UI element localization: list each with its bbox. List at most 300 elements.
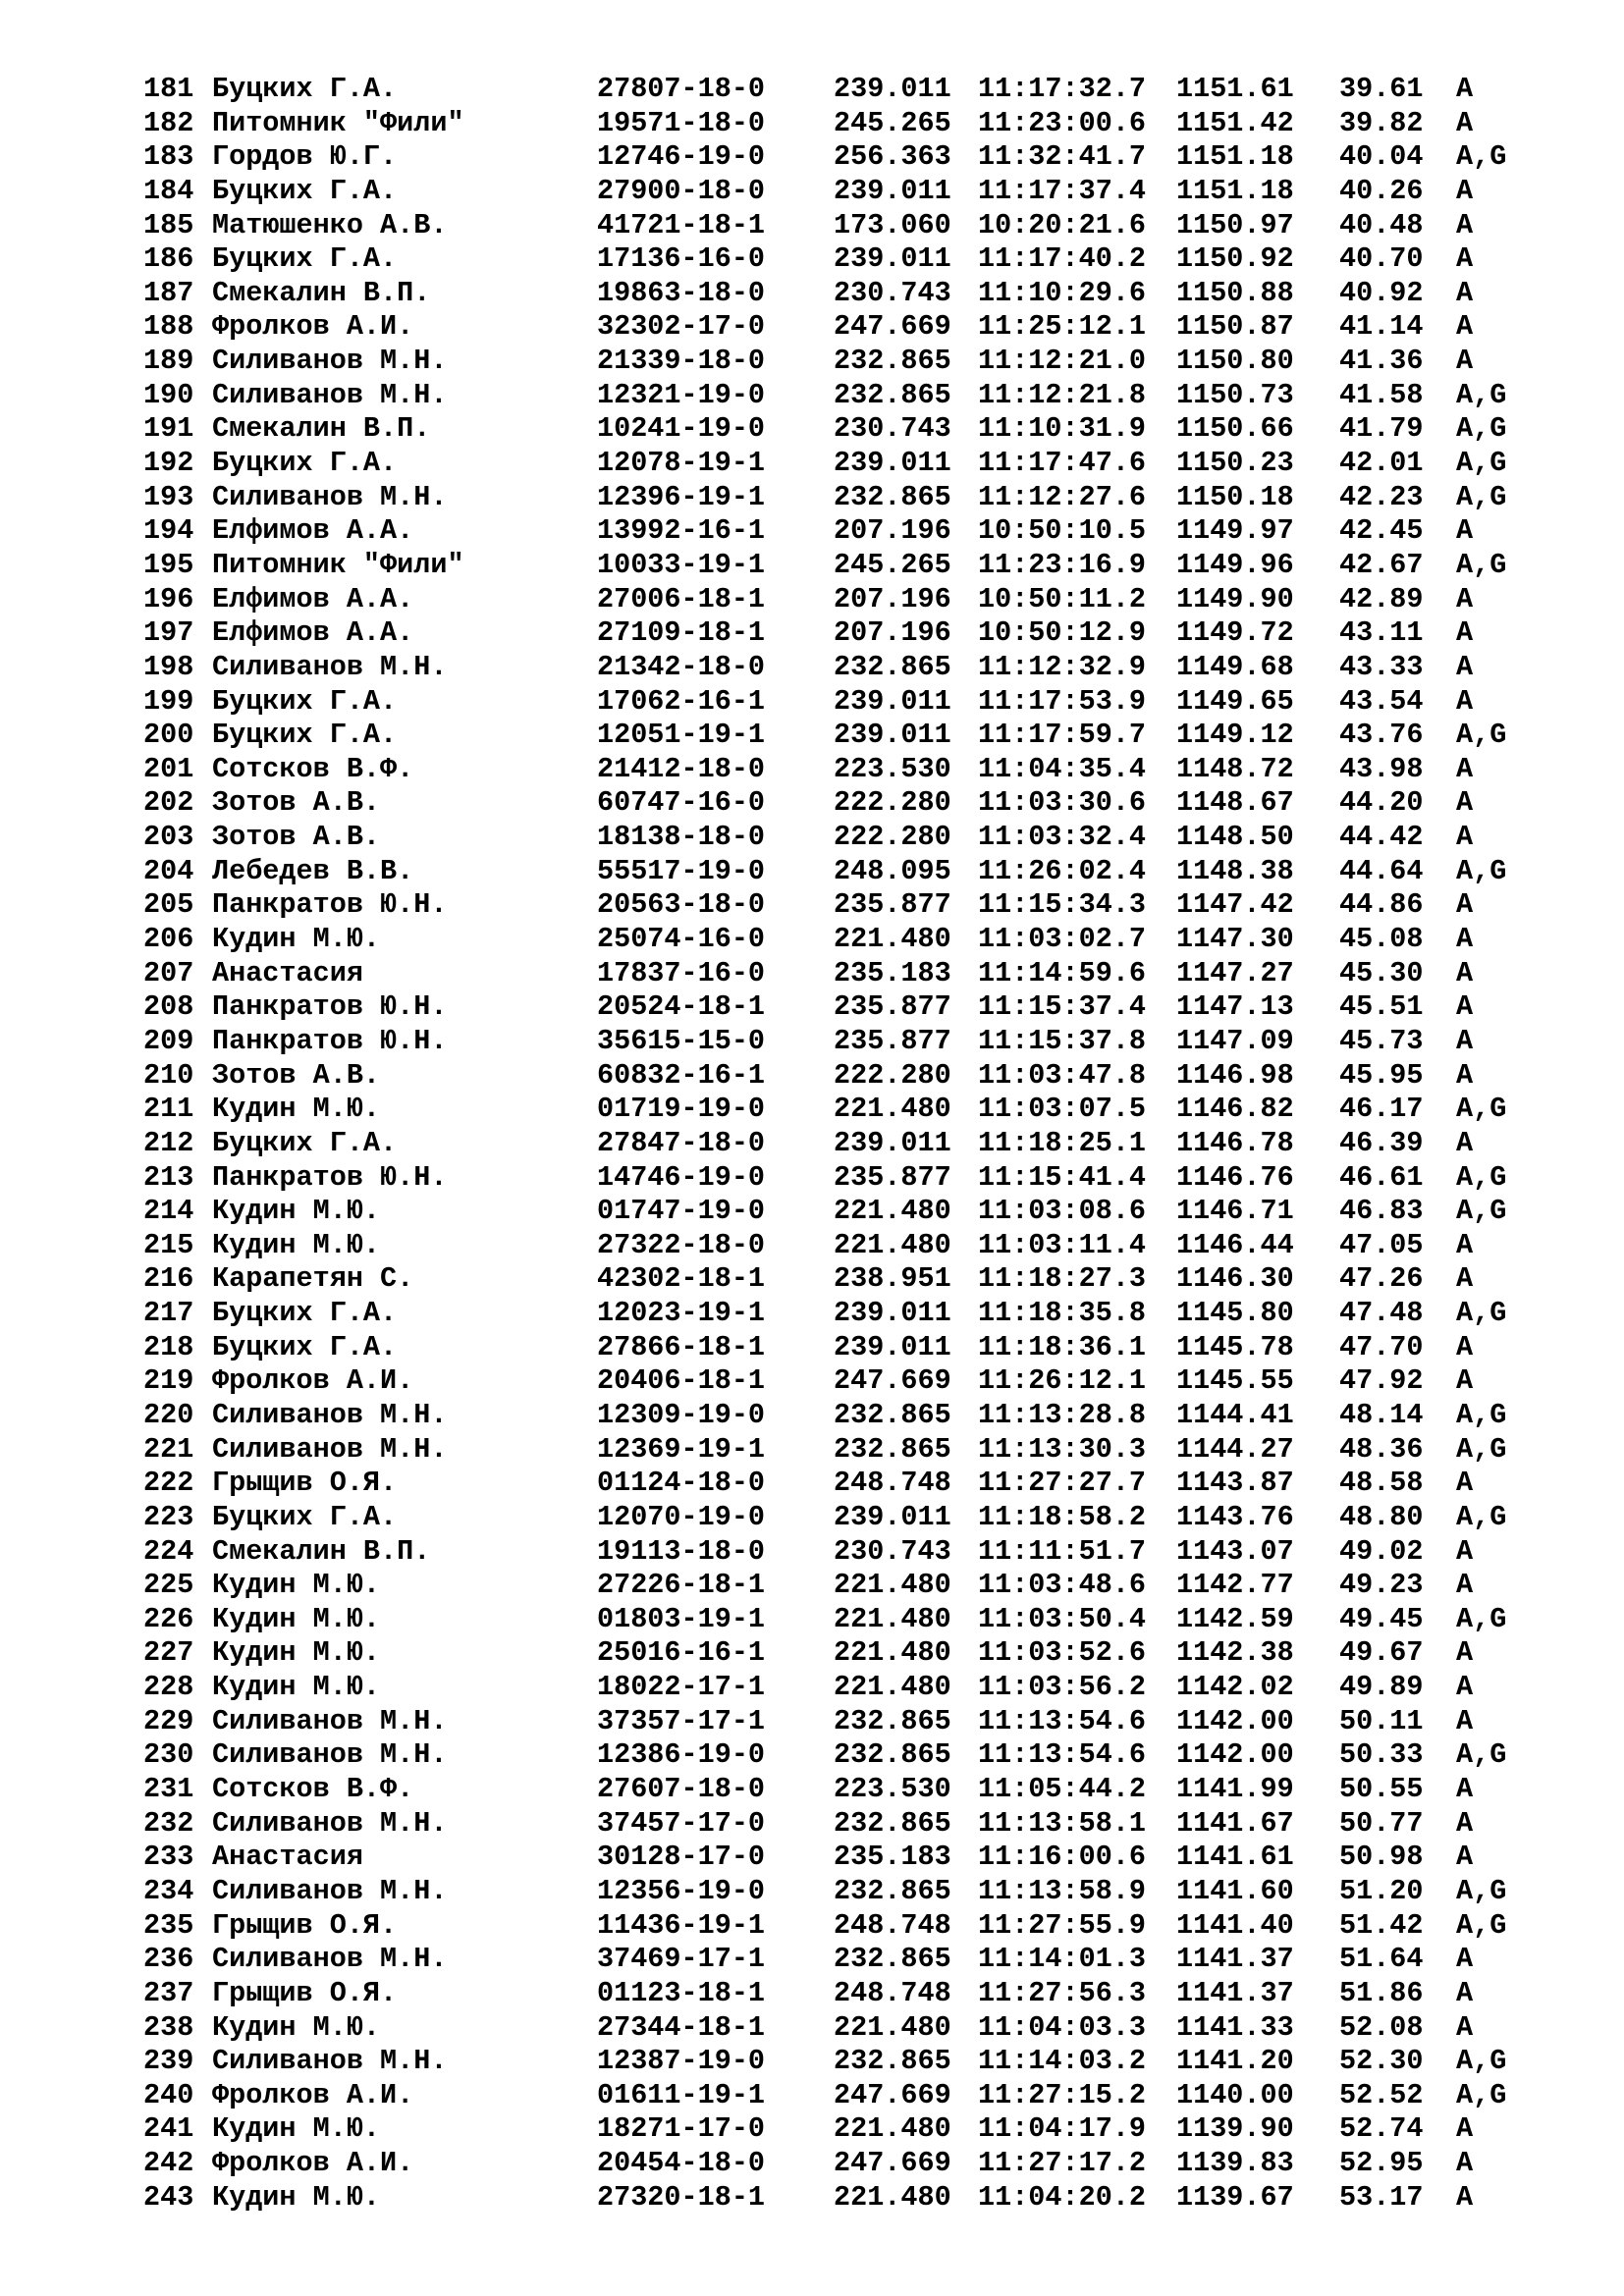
speed: 1148.72 [1176,752,1294,785]
flags: A [1456,821,1474,854]
ring-number: 20406-18-1 [597,1364,766,1398]
place-number: 219 [143,1364,194,1398]
ring-number: 20454-18-0 [597,2147,766,2180]
coefficient: 42.67 [1339,548,1424,581]
place-number: 215 [143,1228,194,1261]
distance: 222.280 [834,1058,951,1092]
ring-number: 18022-17-1 [597,1671,766,1704]
distance: 248.748 [834,1908,951,1942]
flags: A,G [1456,447,1507,480]
ring-number: 12356-19-0 [597,1874,766,1907]
flags: A,G [1456,378,1507,411]
speed: 1140.00 [1176,2078,1294,2111]
place-number: 237 [143,1976,194,2009]
flags: A [1456,276,1474,309]
flags: A [1456,684,1474,718]
speed: 1146.71 [1176,1195,1294,1228]
owner-name: Буцких Г.А. [212,684,398,718]
distance: 232.865 [834,480,951,513]
ring-number: 12023-19-1 [597,1297,766,1330]
owner-name: Грыщив О.Я. [212,1467,398,1500]
owner-name: Елфимов А.А. [212,514,414,548]
owner-name: Зотов А.В. [212,1058,381,1092]
flags: A [1456,2112,1474,2146]
owner-name: Силиванов М.Н. [212,1806,448,1840]
speed: 1150.97 [1176,208,1294,241]
speed: 1150.18 [1176,480,1294,513]
owner-name: Грыщив О.Я. [212,1908,398,1942]
flags: A [1456,650,1474,683]
flags: A [1456,106,1474,139]
owner-name: Панкратов Ю.Н. [212,990,448,1024]
coefficient: 47.05 [1339,1228,1424,1261]
arrival-time: 11:12:21.8 [978,378,1147,411]
owner-name: Гордов Ю.Г. [212,140,398,174]
ring-number: 25016-16-1 [597,1636,766,1670]
flags: A [1456,73,1474,105]
coefficient: 51.20 [1339,1874,1424,1907]
distance: 235.183 [834,1841,951,1874]
ring-number: 42302-18-1 [597,1262,766,1296]
place-number: 181 [143,73,194,105]
arrival-time: 11:15:37.4 [978,990,1147,1024]
coefficient: 45.30 [1339,956,1424,989]
arrival-time: 11:18:36.1 [978,1330,1147,1363]
flags: A [1456,2180,1474,2214]
distance: 207.196 [834,582,951,615]
speed: 1149.96 [1176,548,1294,581]
place-number: 214 [143,1195,194,1228]
place-number: 220 [143,1398,194,1431]
place-number: 198 [143,650,194,683]
place-number: 204 [143,854,194,887]
distance: 247.669 [834,310,951,344]
flags: A [1456,1976,1474,2009]
speed: 1143.76 [1176,1500,1294,1533]
place-number: 236 [143,1943,194,1976]
arrival-time: 11:03:50.4 [978,1602,1147,1635]
speed: 1147.42 [1176,888,1294,922]
ring-number: 12387-19-0 [597,2045,766,2078]
owner-name: Грыщив О.Я. [212,1976,398,2009]
owner-name: Смекалин В.П. [212,412,431,446]
coefficient: 44.20 [1339,786,1424,820]
speed: 1146.44 [1176,1228,1294,1261]
speed: 1139.90 [1176,2112,1294,2146]
coefficient: 49.02 [1339,1534,1424,1568]
arrival-time: 11:04:35.4 [978,752,1147,785]
distance: 221.480 [834,1671,951,1704]
speed: 1141.20 [1176,2045,1294,2078]
arrival-time: 10:50:12.9 [978,616,1147,650]
distance: 232.865 [834,345,951,378]
flags: A,G [1456,1160,1507,1194]
ring-number: 27320-18-1 [597,2180,766,2214]
arrival-time: 11:17:59.7 [978,719,1147,752]
distance: 221.480 [834,1195,951,1228]
speed: 1142.59 [1176,1602,1294,1635]
speed: 1151.42 [1176,106,1294,139]
owner-name: Сотсков В.Ф. [212,752,414,785]
owner-name: Фролков А.И. [212,2147,414,2180]
owner-name: Елфимов А.А. [212,582,414,615]
place-number: 222 [143,1467,194,1500]
coefficient: 46.17 [1339,1093,1424,1126]
speed: 1139.67 [1176,2180,1294,2214]
speed: 1150.66 [1176,412,1294,446]
coefficient: 42.23 [1339,480,1424,513]
flags: A [1456,2147,1474,2180]
flags: A [1456,1773,1474,1806]
distance: 239.011 [834,1126,951,1159]
ring-number: 19863-18-0 [597,276,766,309]
ring-number: 27344-18-1 [597,2010,766,2044]
distance: 207.196 [834,514,951,548]
owner-name: Панкратов Ю.Н. [212,1024,448,1057]
place-number: 201 [143,752,194,785]
ring-number: 18138-18-0 [597,821,766,854]
distance: 235.877 [834,888,951,922]
ring-number: 14746-19-0 [597,1160,766,1194]
flags: A [1456,1806,1474,1840]
place-number: 188 [143,310,194,344]
speed: 1146.78 [1176,1126,1294,1159]
place-number: 223 [143,1500,194,1533]
owner-name: Фролков А.И. [212,1364,414,1398]
coefficient: 49.89 [1339,1671,1424,1704]
arrival-time: 11:17:37.4 [978,174,1147,207]
owner-name: Питомник "Фили" [212,106,464,139]
coefficient: 41.36 [1339,345,1424,378]
coefficient: 49.45 [1339,1602,1424,1635]
arrival-time: 11:03:47.8 [978,1058,1147,1092]
owner-name: Кудин М.Ю. [212,1569,381,1602]
distance: 239.011 [834,1500,951,1533]
place-number: 227 [143,1636,194,1670]
ring-number: 27322-18-0 [597,1228,766,1261]
speed: 1142.02 [1176,1671,1294,1704]
speed: 1150.73 [1176,378,1294,411]
coefficient: 46.39 [1339,1126,1424,1159]
distance: 245.265 [834,106,951,139]
flags: A [1456,1364,1474,1398]
speed: 1145.78 [1176,1330,1294,1363]
ring-number: 13992-16-1 [597,514,766,548]
flags: A,G [1456,854,1507,887]
arrival-time: 11:26:12.1 [978,1364,1147,1398]
owner-name: Силиванов М.Н. [212,378,448,411]
distance: 239.011 [834,719,951,752]
ring-number: 17837-16-0 [597,956,766,989]
speed: 1143.07 [1176,1534,1294,1568]
arrival-time: 11:13:30.3 [978,1432,1147,1466]
arrival-time: 11:27:56.3 [978,1976,1147,2009]
flags: A,G [1456,1908,1507,1942]
flags: A [1456,1228,1474,1261]
owner-name: Фролков А.И. [212,310,414,344]
speed: 1142.00 [1176,1738,1294,1772]
place-number: 221 [143,1432,194,1466]
owner-name: Буцких Г.А. [212,719,398,752]
owner-name: Питомник "Фили" [212,548,464,581]
distance: 232.865 [834,1738,951,1772]
coefficient: 45.73 [1339,1024,1424,1057]
owner-name: Буцких Г.А. [212,1297,398,1330]
arrival-time: 11:12:27.6 [978,480,1147,513]
arrival-time: 11:27:15.2 [978,2078,1147,2111]
ring-number: 60832-16-1 [597,1058,766,1092]
owner-name: Анастасия [212,956,363,989]
speed: 1147.13 [1176,990,1294,1024]
coefficient: 48.14 [1339,1398,1424,1431]
place-number: 210 [143,1058,194,1092]
ring-number: 21339-18-0 [597,345,766,378]
flags: A,G [1456,480,1507,513]
distance: 239.011 [834,684,951,718]
arrival-time: 11:13:54.6 [978,1704,1147,1737]
coefficient: 41.14 [1339,310,1424,344]
place-number: 182 [143,106,194,139]
speed: 1148.38 [1176,854,1294,887]
coefficient: 49.23 [1339,1569,1424,1602]
flags: A,G [1456,1195,1507,1228]
arrival-time: 11:12:21.0 [978,345,1147,378]
arrival-time: 11:14:03.2 [978,2045,1147,2078]
ring-number: 27006-18-1 [597,582,766,615]
owner-name: Кудин М.Ю. [212,1228,381,1261]
ring-number: 10033-19-1 [597,548,766,581]
ring-number: 12369-19-1 [597,1432,766,1466]
coefficient: 48.36 [1339,1432,1424,1466]
distance: 232.865 [834,1874,951,1907]
speed: 1144.27 [1176,1432,1294,1466]
owner-name: Анастасия [212,1841,363,1874]
flags: A [1456,1569,1474,1602]
distance: 247.669 [834,2147,951,2180]
flags: A [1456,1024,1474,1057]
place-number: 202 [143,786,194,820]
owner-name: Зотов А.В. [212,786,381,820]
coefficient: 43.98 [1339,752,1424,785]
coefficient: 40.26 [1339,174,1424,207]
owner-name: Силиванов М.Н. [212,1704,448,1737]
distance: 230.743 [834,276,951,309]
place-number: 197 [143,616,194,650]
speed: 1151.61 [1176,73,1294,105]
ring-number: 18271-17-0 [597,2112,766,2146]
coefficient: 44.42 [1339,821,1424,854]
place-number: 213 [143,1160,194,1194]
owner-name: Сотсков В.Ф. [212,1773,414,1806]
arrival-time: 11:17:53.9 [978,684,1147,718]
flags: A [1456,242,1474,276]
ring-number: 01611-19-1 [597,2078,766,2111]
flags: A [1456,1636,1474,1670]
owner-name: Кудин М.Ю. [212,1195,381,1228]
speed: 1151.18 [1176,140,1294,174]
ring-number: 20524-18-1 [597,990,766,1024]
distance: 248.748 [834,1976,951,2009]
distance: 235.877 [834,990,951,1024]
ring-number: 27607-18-0 [597,1773,766,1806]
coefficient: 45.95 [1339,1058,1424,1092]
ring-number: 17062-16-1 [597,684,766,718]
ring-number: 37457-17-0 [597,1806,766,1840]
place-number: 228 [143,1671,194,1704]
place-number: 206 [143,923,194,956]
coefficient: 47.70 [1339,1330,1424,1363]
distance: 221.480 [834,2010,951,2044]
ring-number: 32302-17-0 [597,310,766,344]
speed: 1144.41 [1176,1398,1294,1431]
speed: 1149.90 [1176,582,1294,615]
ring-number: 27109-18-1 [597,616,766,650]
coefficient: 50.98 [1339,1841,1424,1874]
place-number: 187 [143,276,194,309]
flags: A,G [1456,1432,1507,1466]
ring-number: 27847-18-0 [597,1126,766,1159]
ring-number: 10241-19-0 [597,412,766,446]
ring-number: 12051-19-1 [597,719,766,752]
ring-number: 19571-18-0 [597,106,766,139]
place-number: 225 [143,1569,194,1602]
flags: A,G [1456,1093,1507,1126]
distance: 221.480 [834,2180,951,2214]
flags: A,G [1456,1602,1507,1635]
distance: 239.011 [834,447,951,480]
place-number: 203 [143,821,194,854]
distance: 245.265 [834,548,951,581]
flags: A [1456,956,1474,989]
place-number: 233 [143,1841,194,1874]
coefficient: 41.79 [1339,412,1424,446]
coefficient: 42.45 [1339,514,1424,548]
arrival-time: 11:14:59.6 [978,956,1147,989]
distance: 247.669 [834,2078,951,2111]
ring-number: 25074-16-0 [597,923,766,956]
distance: 232.865 [834,1398,951,1431]
owner-name: Елфимов А.А. [212,616,414,650]
coefficient: 49.67 [1339,1636,1424,1670]
ring-number: 27900-18-0 [597,174,766,207]
coefficient: 52.52 [1339,2078,1424,2111]
ring-number: 27807-18-0 [597,73,766,105]
distance: 248.748 [834,1467,951,1500]
flags: A [1456,1534,1474,1568]
coefficient: 43.11 [1339,616,1424,650]
flags: A [1456,752,1474,785]
coefficient: 46.61 [1339,1160,1424,1194]
speed: 1149.97 [1176,514,1294,548]
arrival-time: 11:13:58.9 [978,1874,1147,1907]
place-number: 208 [143,990,194,1024]
arrival-time: 11:04:20.2 [978,2180,1147,2214]
place-number: 207 [143,956,194,989]
flags: A [1456,1467,1474,1500]
speed: 1145.80 [1176,1297,1294,1330]
place-number: 192 [143,447,194,480]
owner-name: Буцких Г.А. [212,1500,398,1533]
distance: 232.865 [834,1432,951,1466]
speed: 1150.87 [1176,310,1294,344]
speed: 1141.37 [1176,1943,1294,1976]
coefficient: 39.82 [1339,106,1424,139]
speed: 1149.12 [1176,719,1294,752]
distance: 221.480 [834,1569,951,1602]
distance: 221.480 [834,1228,951,1261]
flags: A [1456,1126,1474,1159]
coefficient: 51.86 [1339,1976,1424,2009]
coefficient: 40.48 [1339,208,1424,241]
place-number: 224 [143,1534,194,1568]
flags: A [1456,174,1474,207]
owner-name: Кудин М.Ю. [212,1602,381,1635]
speed: 1141.40 [1176,1908,1294,1942]
arrival-time: 11:23:16.9 [978,548,1147,581]
arrival-time: 11:26:02.4 [978,854,1147,887]
arrival-time: 11:23:00.6 [978,106,1147,139]
distance: 222.280 [834,821,951,854]
flags: A [1456,1058,1474,1092]
distance: 239.011 [834,73,951,105]
flags: A [1456,1330,1474,1363]
speed: 1146.30 [1176,1262,1294,1296]
ring-number: 01747-19-0 [597,1195,766,1228]
flags: A [1456,514,1474,548]
flags: A [1456,1943,1474,1976]
place-number: 212 [143,1126,194,1159]
owner-name: Кудин М.Ю. [212,2010,381,2044]
speed: 1151.18 [1176,174,1294,207]
ring-number: 21412-18-0 [597,752,766,785]
coefficient: 50.55 [1339,1773,1424,1806]
flags: A [1456,208,1474,241]
coefficient: 45.51 [1339,990,1424,1024]
place-number: 231 [143,1773,194,1806]
owner-name: Матюшенко А.В. [212,208,448,241]
speed: 1150.80 [1176,345,1294,378]
coefficient: 46.83 [1339,1195,1424,1228]
place-number: 241 [143,2112,194,2146]
place-number: 190 [143,378,194,411]
speed: 1147.27 [1176,956,1294,989]
speed: 1139.83 [1176,2147,1294,2180]
ring-number: 55517-19-0 [597,854,766,887]
arrival-time: 11:12:32.9 [978,650,1147,683]
arrival-time: 10:20:21.6 [978,208,1147,241]
arrival-time: 11:03:30.6 [978,786,1147,820]
owner-name: Силиванов М.Н. [212,2045,448,2078]
coefficient: 50.11 [1339,1704,1424,1737]
flags: A,G [1456,2045,1507,2078]
ring-number: 37357-17-1 [597,1704,766,1737]
arrival-time: 11:18:58.2 [978,1500,1147,1533]
arrival-time: 11:27:27.7 [978,1467,1147,1500]
speed: 1150.92 [1176,242,1294,276]
coefficient: 40.70 [1339,242,1424,276]
arrival-time: 11:13:58.1 [978,1806,1147,1840]
owner-name: Буцких Г.А. [212,1330,398,1363]
coefficient: 47.26 [1339,1262,1424,1296]
ring-number: 27866-18-1 [597,1330,766,1363]
place-number: 200 [143,719,194,752]
flags: A,G [1456,719,1507,752]
distance: 230.743 [834,412,951,446]
coefficient: 43.76 [1339,719,1424,752]
ring-number: 01803-19-1 [597,1602,766,1635]
speed: 1141.60 [1176,1874,1294,1907]
distance: 232.865 [834,1704,951,1737]
